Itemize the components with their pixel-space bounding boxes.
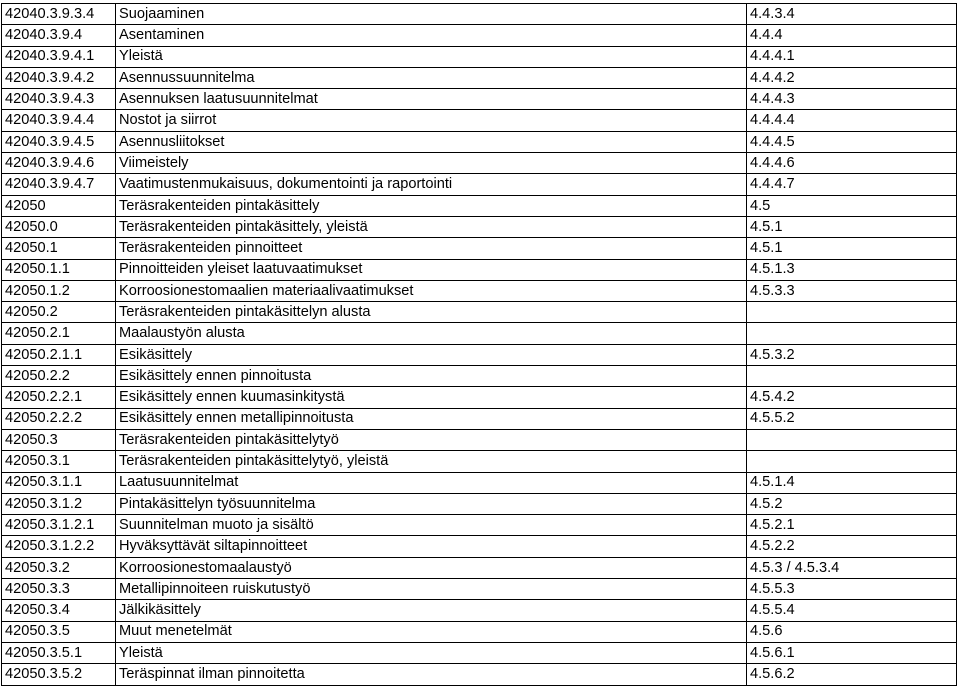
reference-cell [747,366,957,387]
table-row [2,238,957,259]
code-cell: 42050.2.1 [2,323,116,344]
title-cell: Viimeistely [116,153,747,174]
reference-cell: 4.5.6.2 [747,664,957,685]
reference-cell: 4.5.5.4 [747,600,957,621]
reference-cell: 4.5.3.3 [747,280,957,301]
title-cell: Pinnoitteiden yleiset laatuvaatimukset [116,259,747,280]
reference-cell: 4.5.3 / 4.5.3.4 [747,557,957,578]
code-cell: 42050.3.1.2.1 [2,515,116,536]
table-row [2,344,957,365]
code-cell: 42040.3.9.3.4 [2,4,116,25]
reference-cell [747,429,957,450]
code-cell: 42050.2.2.2 [2,408,116,429]
title-cell: Pintakäsittelyn työsuunnitelma [116,493,747,514]
code-cell: 42040.3.9.4.3 [2,89,116,110]
title-cell: Vaatimustenmukaisuus, dokumentointi ja raportointi [116,174,747,195]
reference-cell: 4.4.4 [747,25,957,46]
title-cell: Teräsrakenteiden pintakäsittely, yleistä [116,216,747,237]
reference-cell [747,302,957,323]
title-cell: Asennusliitokset [116,131,747,152]
code-cell: 42050.3.5.1 [2,642,116,663]
code-cell: 42040.3.9.4.7 [2,174,116,195]
reference-cell: 4.5.3.2 [747,344,957,365]
table-row [2,89,957,110]
reference-cell: 4.4.3.4 [747,4,957,25]
title-cell: Metallipinnoiteen ruiskutustyö [116,579,747,600]
table-row [2,536,957,557]
code-cell: 42050.2.2.1 [2,387,116,408]
table-row [2,472,957,493]
title-cell: Korroosionestomaalaustyö [116,557,747,578]
title-cell: Teräsrakenteiden pintakäsittelyn alusta [116,302,747,323]
reference-cell: 4.4.4.1 [747,46,957,67]
title-cell: Teräsrakenteiden pintakäsittelytyö [116,429,747,450]
table-row [2,408,957,429]
reference-cell: 4.5.5.3 [747,579,957,600]
reference-cell: 4.5.1.4 [747,472,957,493]
table-row [2,664,957,685]
code-cell: 42050.2 [2,302,116,323]
table-row [2,67,957,88]
title-cell: Laatusuunnitelmat [116,472,747,493]
table-row [2,280,957,301]
title-cell: Maalaustyön alusta [116,323,747,344]
code-cell: 42040.3.9.4.2 [2,67,116,88]
table-row [2,4,957,25]
reference-cell: 4.5.6.1 [747,642,957,663]
code-cell: 42050.3.1.1 [2,472,116,493]
reference-cell [747,323,957,344]
table-row [2,387,957,408]
table-row [2,642,957,663]
code-cell: 42040.3.9.4.5 [2,131,116,152]
title-cell: Teräsrakenteiden pintakäsittelytyö, yleistä [116,451,747,472]
table-row [2,174,957,195]
table-row [2,600,957,621]
code-cell: 42050.3.1 [2,451,116,472]
table-row [2,46,957,67]
code-cell: 42040.3.9.4.1 [2,46,116,67]
table-row [2,579,957,600]
reference-cell: 4.5.6 [747,621,957,642]
reference-cell: 4.4.4.5 [747,131,957,152]
reference-cell: 4.5.5.2 [747,408,957,429]
reference-cell: 4.5.1 [747,238,957,259]
code-cell: 42050.1 [2,238,116,259]
code-cell: 42050.3.3 [2,579,116,600]
reference-table [1,3,957,686]
title-cell: Teräsrakenteiden pintakäsittely [116,195,747,216]
reference-cell: 4.4.4.6 [747,153,957,174]
title-cell: Asennussuunnitelma [116,67,747,88]
code-cell: 42050 [2,195,116,216]
table-row [2,429,957,450]
table-row [2,110,957,131]
code-cell: 42050.3.2 [2,557,116,578]
title-cell: Muut menetelmät [116,621,747,642]
table-row [2,621,957,642]
table-body [2,4,957,686]
reference-cell: 4.4.4.3 [747,89,957,110]
reference-cell: 4.5.2.2 [747,536,957,557]
table-row [2,153,957,174]
code-cell: 42050.3.5 [2,621,116,642]
code-cell: 42040.3.9.4.4 [2,110,116,131]
table-row [2,451,957,472]
reference-cell: 4.5.2.1 [747,515,957,536]
title-cell: Esikäsittely ennen metallipinnoitusta [116,408,747,429]
reference-cell: 4.5 [747,195,957,216]
code-cell: 42050.3.1.2.2 [2,536,116,557]
code-cell: 42040.3.9.4 [2,25,116,46]
title-cell: Suunnitelman muoto ja sisältö [116,515,747,536]
code-cell: 42050.1.1 [2,259,116,280]
title-cell: Hyväksyttävät siltapinnoitteet [116,536,747,557]
title-cell: Jälkikäsittely [116,600,747,621]
code-cell: 42050.2.1.1 [2,344,116,365]
title-cell: Suojaaminen [116,4,747,25]
reference-cell: 4.5.4.2 [747,387,957,408]
reference-cell: 4.5.2 [747,493,957,514]
title-cell: Korroosionestomaalien materiaalivaatimukset [116,280,747,301]
table-row [2,493,957,514]
table-row [2,131,957,152]
code-cell: 42050.0 [2,216,116,237]
table-row [2,25,957,46]
reference-cell: 4.5.1.3 [747,259,957,280]
reference-cell [747,451,957,472]
code-cell: 42050.3.1.2 [2,493,116,514]
table-row [2,216,957,237]
code-cell: 42050.1.2 [2,280,116,301]
title-cell: Asentaminen [116,25,747,46]
reference-cell: 4.4.4.2 [747,67,957,88]
table-row [2,557,957,578]
title-cell: Teräsrakenteiden pinnoitteet [116,238,747,259]
code-cell: 42050.2.2 [2,366,116,387]
code-cell: 42050.3.4 [2,600,116,621]
title-cell: Teräspinnat ilman pinnoitetta [116,664,747,685]
reference-cell: 4.4.4.4 [747,110,957,131]
table-row [2,515,957,536]
title-cell: Nostot ja siirrot [116,110,747,131]
title-cell: Yleistä [116,642,747,663]
code-cell: 42050.3 [2,429,116,450]
code-cell: 42050.3.5.2 [2,664,116,685]
table-row [2,366,957,387]
title-cell: Esikäsittely ennen pinnoitusta [116,366,747,387]
reference-cell: 4.4.4.7 [747,174,957,195]
title-cell: Yleistä [116,46,747,67]
table-row [2,323,957,344]
reference-cell: 4.5.1 [747,216,957,237]
title-cell: Esikäsittely ennen kuumasinkitystä [116,387,747,408]
table-row [2,259,957,280]
table-row [2,195,957,216]
table-row [2,302,957,323]
code-cell: 42040.3.9.4.6 [2,153,116,174]
title-cell: Asennuksen laatusuunnitelmat [116,89,747,110]
title-cell: Esikäsittely [116,344,747,365]
